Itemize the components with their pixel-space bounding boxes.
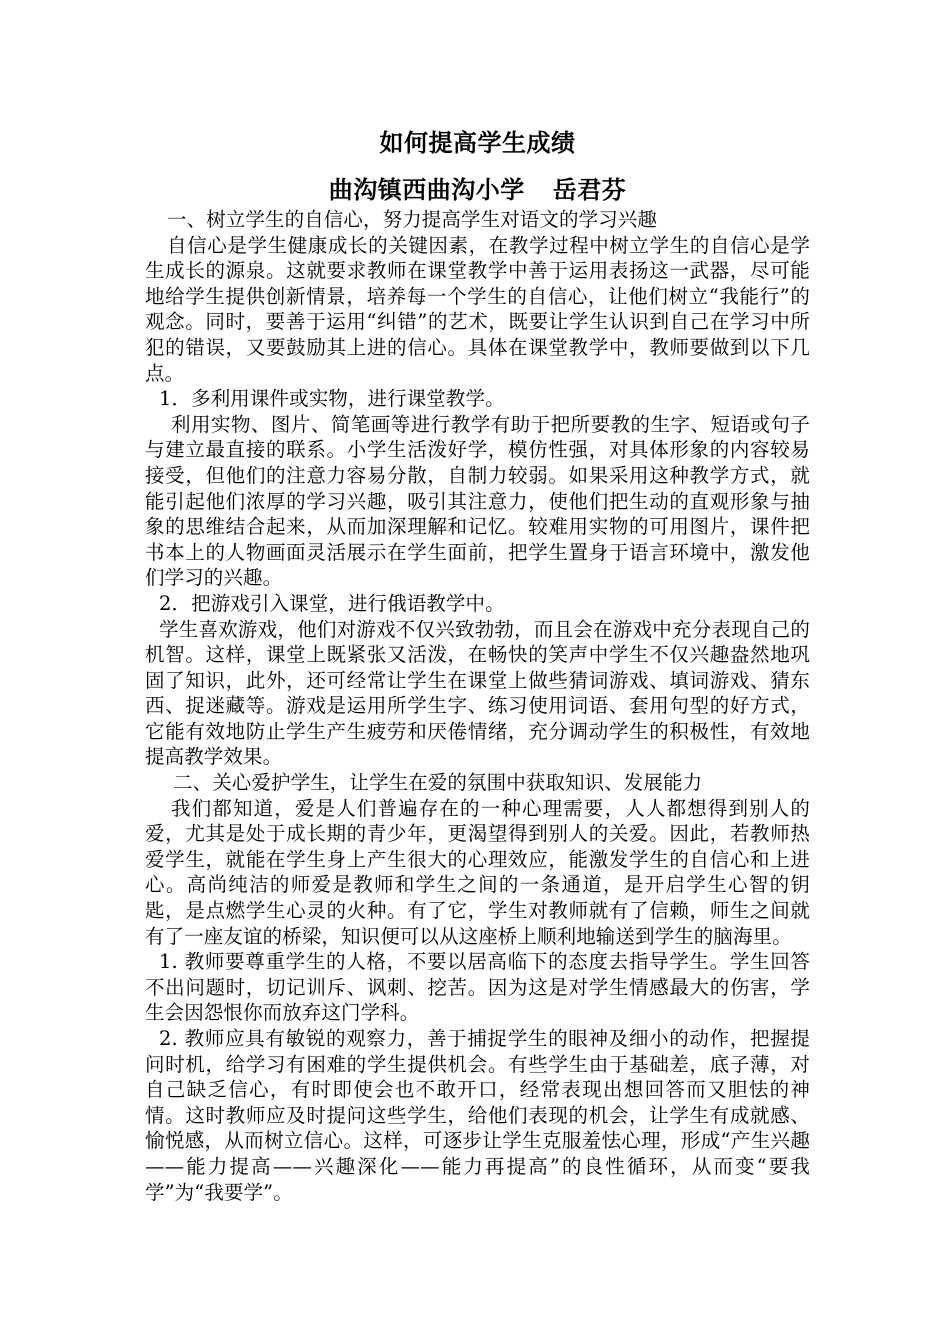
document-body: [145, 207, 810, 1205]
paragraph: 1. 教师要尊重学生的人格，不要以居高临下的态度去指导学生。学生回答不出问题时，切记训斥、讽刺、挖苦。因为这是对学生情感最大的伤害，学生会因怨恨你而放弃这门学科。: [145, 950, 810, 1025]
paragraph: 利用实物、图片、简笔画等进行教学有助于把所要教的生字、短语或句子与建立最直接的联系。小学生活泼好学，模仿性强，对具体形象的内容较易接受，但他们的注意力容易分散，自制力较弱。如果采用这种教学方式，就能引起他们浓厚的学习兴趣，吸引其注意力，使他们把生动的直观形象与抽象的思维结合起来，从而加深理解和记忆。较难用实物的可用图片，课件把书本上的人物画面灵活展示在学生面前，把学生置身于语言环境中，激发他们学习的兴趣。: [145, 412, 810, 590]
section-heading-2: 二、关心爱护学生，让学生在爱的氛围中获取知识、发展能力: [173, 771, 703, 795]
document-byline: [145, 175, 810, 205]
document-title: 如何提高学生成绩: [379, 128, 576, 157]
paragraph: 2. 教师应具有敏锐的观察力，善于捕捉学生的眼神及细小的动作，把握提问时机，给学习有困难的学生提供机会。有些学生由于基础差，底子薄，对自己缺乏信心，有时即使会也不敢开口，经常表现出想回答而又胆怯的神情。这时教师应及时提问这些学生，给他们表现的机会，让学生有成就感、愉悦感，从而树立信心。这样，可逐步让学生克服羞怯心理，形成“产生兴趣——能力提高——兴趣深化——能力再提高”的良性循环，从而变“要我学”为“我要学”。: [145, 1027, 810, 1204]
paragraph: 自信心是学生健康成长的关键因素，在教学过程中树立学生的自信心是学生成长的源泉。这就要求教师在课堂教学中善于运用表扬这一武器，尽可能地给学生提供创新情景，培养每一个学生的自信心，让他们树立“我能行”的观念。同时，要善于运用“纠错”的艺术，既要让学生认识到自己在学习中所犯的错误，又要鼓励其上进的信心。具体在课堂教学中，教师要做到以下几点。: [145, 233, 810, 385]
document-page: [145, 128, 810, 1205]
author-name: 岳君芬: [552, 175, 627, 204]
paragraph: 我们都知道，爱是人们普遍存在的一种心理需要，人人都想得到别人的爱，尤其是处于成长期的青少年，更渴望得到别人的关爱。因此，若教师热爱学生，就能在学生身上产生很大的心理效应，能激发学生的自信心和上进心。高尚纯洁的师爱是教师和学生之间的一条通道，是开启学生心智的钥匙，是点燃学生心灵的火种。有了它，学生对教师就有了信赖，师生之间就有了一座友谊的桥梁，知识便可以从这座桥上顺利地输送到学生的脑海里。: [145, 796, 810, 948]
author-school: 曲沟镇西曲沟小学: [328, 175, 525, 204]
subheading: 2．把游戏引入课堂，进行俄语教学中。: [159, 591, 505, 615]
subheading: 1．多利用课件或实物，进行课堂教学。: [159, 387, 505, 411]
section-heading-1: 一、树立学生的自信心，努力提高学生对语文的学习兴趣: [167, 208, 658, 231]
paragraph: 学生喜欢游戏，他们对游戏不仅兴致勃勃，而且会在游戏中充分表现自己的机智。这样，课堂上既紧张又活泼，在畅快的笑声中学生不仅兴趣盎然地巩固了知识，此外，还可经常让学生在课堂上做些猜词游戏、填词游戏、猜东西、捉迷藏等。游戏是运用所学生字、练习使用词语、套用句型的好方式，它能有效地防止学生产生疲劳和厌倦情绪，充分调动学生的积极性，有效地提高教学效果。: [145, 617, 810, 769]
